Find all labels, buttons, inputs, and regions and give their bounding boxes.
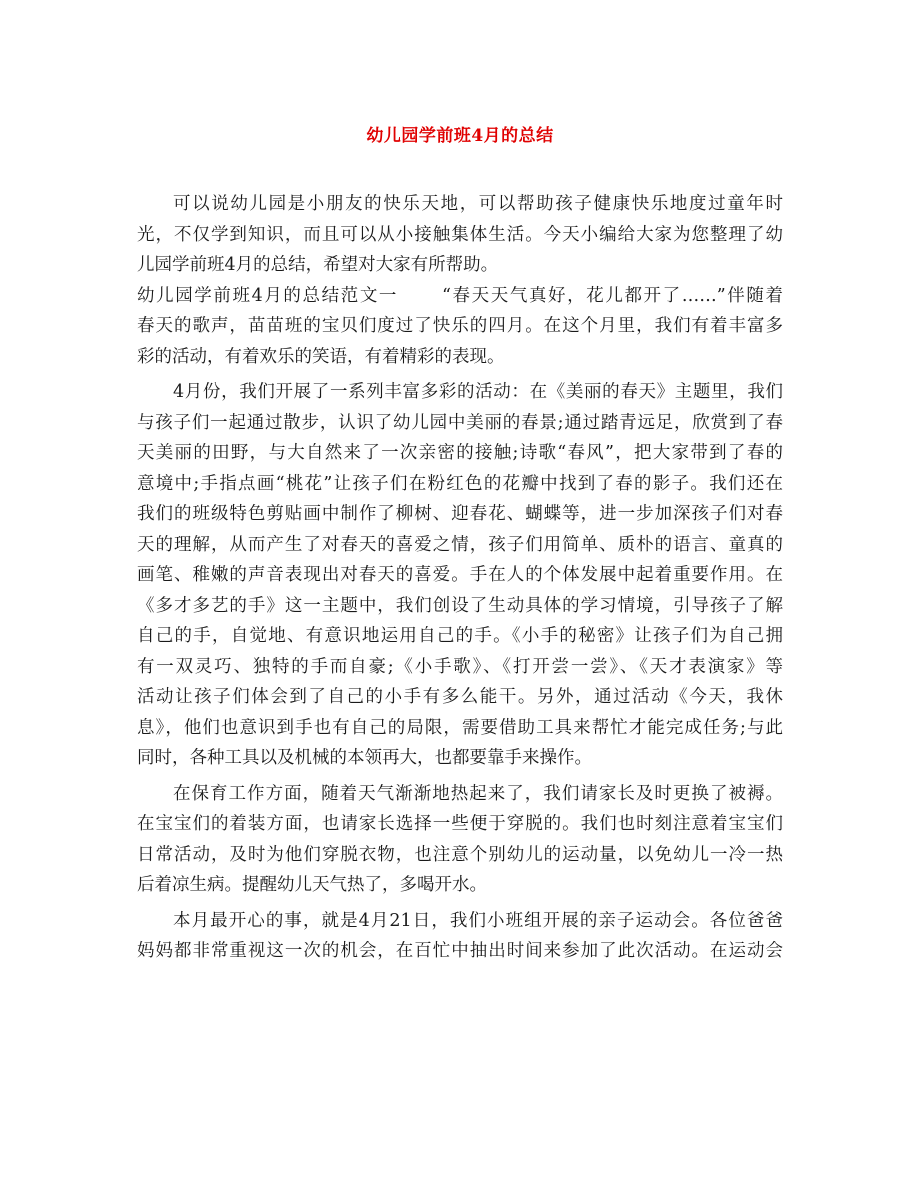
text-line: 妈妈都非常重视这一次的机会，在百忙中抽出时间来参加了此次活动。在运动会: [137, 941, 783, 961]
text-line: 有一双灵巧、独特的手而自豪;《小手歌》、《打开尝一尝》、《天才表演家》等: [137, 656, 783, 677]
text-line: 日常活动，及时为他们穿脱衣物，也注意个别幼儿的运动量，以免幼儿一冷一热: [137, 844, 783, 865]
section-opening: “春天天气真好，花儿都开了……”伴随着: [442, 285, 783, 306]
text-line: 天美丽的田野，与大自然来了一次亲密的接触;诗歌“春风”，把大家带到了春的: [137, 443, 783, 463]
text-line: 彩的活动，有着欢乐的笑语，有着精彩的表现。: [137, 346, 505, 367]
text-line: 同时，各种工具以及机械的本领再大，也都要靠手来操作。: [137, 748, 592, 768]
paragraph-sample-one: [137, 281, 783, 373]
paragraph-care: [137, 779, 783, 901]
text-line: 4月份，我们开展了一系列丰富多彩的活动：在《美丽的春天》主题里，我们: [173, 382, 783, 402]
text-line: 意境中;手指点画“桃花”让孩子们在粉红色的花瓣中找到了春的影子。我们还在: [137, 473, 783, 494]
text-line: 天的理解，从而产生了对春天的喜爱之情，孩子们用简单、质朴的语言、童真的: [137, 534, 783, 555]
text-line: 我们的班级特色剪贴画中制作了柳树、迎春花、蝴蝶等，进一步加深孩子们对春: [137, 504, 783, 524]
text-line: 活动让孩子们体会到了自己的小手有多么能干。另外，通过活动《今天，我休: [137, 687, 783, 707]
text-line: 《多才多艺的手》这一主题中，我们创设了生动具体的学习情境，引导孩子了解: [137, 595, 783, 616]
paragraph-intro: [137, 189, 783, 281]
text-line: 儿园学前班4月的总结，希望对大家有所帮助。: [137, 255, 499, 275]
text-line: 在宝宝们的着装方面，也请家长选择一些便于穿脱的。我们也时刻注意着宝宝们: [137, 814, 783, 834]
paragraph-activities: [137, 377, 783, 774]
text-line: 画笔、稚嫩的声音表现出对春天的喜爱。手在人的个体发展中起着重要作用。在: [137, 565, 783, 585]
paragraph-sports-day: [137, 906, 783, 967]
text-line: 本月最开心的事，就是4月21日，我们小班组开展的亲子运动会。各位爸爸: [173, 910, 783, 931]
text-line: 息》，他们也意识到手也有自己的局限，需要借助工具来帮忙才能完成任务;与此: [137, 717, 783, 738]
text-line: 自己的手，自觉地、有意识地运用自己的手。《小手的秘密》让孩子们为自己拥: [137, 626, 783, 646]
text-line: 光，不仅学到知识，而且可以从小接触集体生活。今天小编给大家为您整理了幼: [137, 224, 783, 245]
text-line: [137, 281, 783, 312]
text-line: 后着凉生病。提醒幼儿天气热了，多喝开水。: [137, 875, 487, 895]
text-line: 春天的歌声，苗苗班的宝贝们度过了快乐的四月。在这个月里，我们有着丰富多: [137, 316, 783, 336]
text-line: 与孩子们一起通过散步，认识了幼儿园中美丽的春景;通过踏青远足，欣赏到了春: [137, 412, 783, 433]
document-body: [137, 189, 783, 967]
document-title: 幼儿园学前班4月的总结: [366, 126, 554, 146]
text-line: 在保育工作方面，随着天气渐渐地热起来了，我们请家长及时更换了被褥。: [173, 783, 783, 804]
section-label: 幼儿园学前班4月的总结范文一: [137, 285, 399, 306]
text-line: 可以说幼儿园是小朋友的快乐天地，可以帮助孩子健康快乐地度过童年时: [173, 194, 783, 214]
